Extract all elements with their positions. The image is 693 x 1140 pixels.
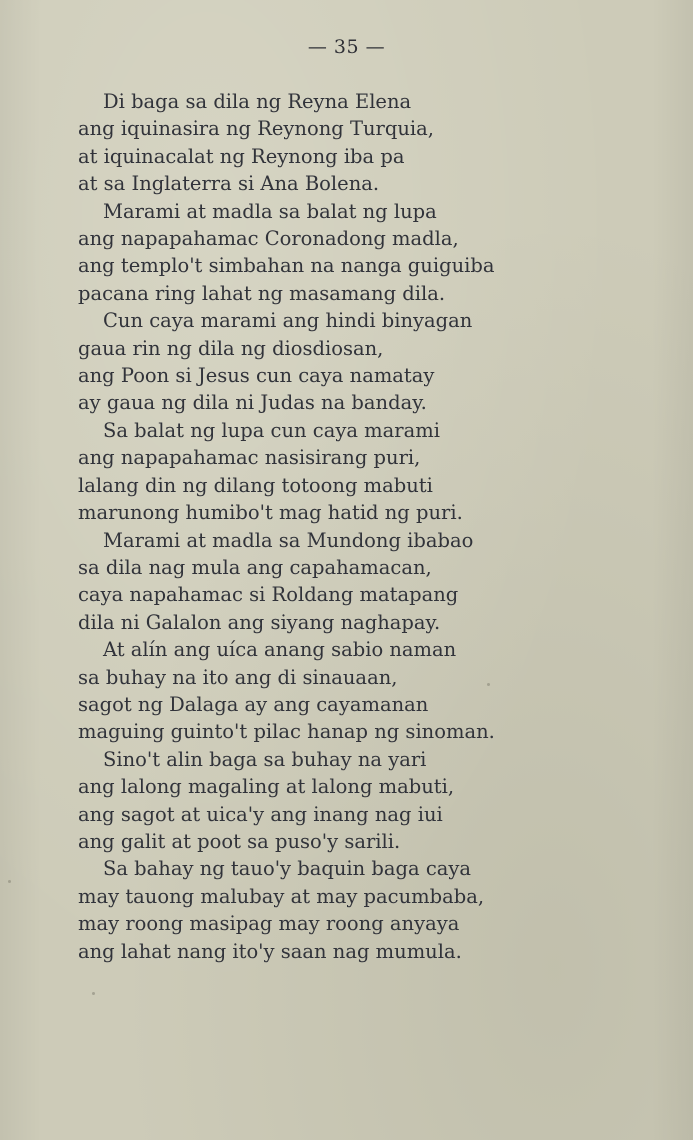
- stanza: [78, 636, 668, 746]
- verse-line: Sa bahay ng tauo'y baquin baga caya: [103, 857, 472, 881]
- verse-line: Marami at madla sa Mundong ibabao: [103, 528, 474, 552]
- verse-line: ang sagot at uica'y ang inang nag iui: [78, 802, 443, 826]
- verse-line: lalang din ng dilang totoong mabuti: [78, 473, 433, 497]
- verse-line: at iquinacalat ng Reynong iba pa: [78, 144, 405, 168]
- verse-line: Cun caya marami ang hindi binyagan: [103, 309, 473, 333]
- verse-line: ang Poon si Jesus cun caya namatay: [78, 364, 435, 388]
- verse-line: may tauong malubay at may pacumbaba,: [78, 884, 485, 908]
- verse-line: ang templo't simbahan na nanga guiguiba: [78, 254, 495, 278]
- verse-line: ang galit at poot sa puso'y sarili.: [78, 829, 401, 853]
- stanza: [78, 746, 668, 856]
- verse-line: maguing guinto't pilac hanap ng sinoman.: [78, 720, 495, 744]
- verse-line: ay gaua ng dila ni Judas na banday.: [78, 391, 427, 415]
- verse-line: ang napapahamac nasisirang puri,: [78, 446, 421, 470]
- stanza: [78, 855, 668, 965]
- verse-line: sa dila nag mula ang capahamacan,: [78, 555, 432, 579]
- verse-line: at sa Inglaterra si Ana Bolena.: [78, 172, 380, 196]
- verse-line: ang iquinasira ng Reynong Turquia,: [78, 117, 434, 141]
- verse-line: ang napapahamac Coronadong madla,: [78, 227, 459, 251]
- verse-line: Di baga sa dila ng Reyna Elena: [103, 90, 412, 113]
- paper-speck: [487, 683, 490, 686]
- paper-speck: [92, 992, 95, 995]
- verse-line: At alín ang uíca anang sabio naman: [103, 638, 457, 662]
- verse-line: may roong masipag may roong anyaya: [78, 912, 460, 936]
- verse-line: marunong humibo't mag hatid ng puri.: [78, 501, 463, 525]
- stanza: [78, 527, 668, 637]
- verse-line: sagot ng Dalaga ay ang cayamanan: [78, 692, 429, 716]
- stanza: [78, 307, 668, 417]
- verse-line: dila ni Galalon ang siyang naghapay.: [78, 610, 441, 634]
- verse-line: ang lalong magaling at lalong mabuti,: [78, 775, 455, 799]
- page-number: — 35 —: [307, 36, 386, 58]
- stanza: [78, 417, 668, 527]
- verse-line: Sa balat ng lupa cun caya marami: [103, 418, 440, 442]
- verse-line: Marami at madla sa balat ng lupa: [103, 199, 437, 223]
- verse-line: pacana ring lahat ng masamang dila.: [78, 281, 446, 305]
- verse-line: sa buhay na ito ang di sinauaan,: [78, 665, 398, 689]
- paper-speck: [8, 880, 11, 883]
- stanza: [78, 88, 668, 198]
- poem-text: [78, 88, 668, 965]
- stanza: [78, 198, 668, 308]
- verse-line: gaua rin ng dila ng diosdiosan,: [78, 336, 384, 360]
- verse-line: Sino't alin baga sa buhay na yari: [103, 747, 427, 771]
- verse-line: caya napahamac si Roldang matapang: [78, 583, 459, 607]
- verse-line: ang lahat nang ito'y saan nag mumula.: [78, 939, 462, 963]
